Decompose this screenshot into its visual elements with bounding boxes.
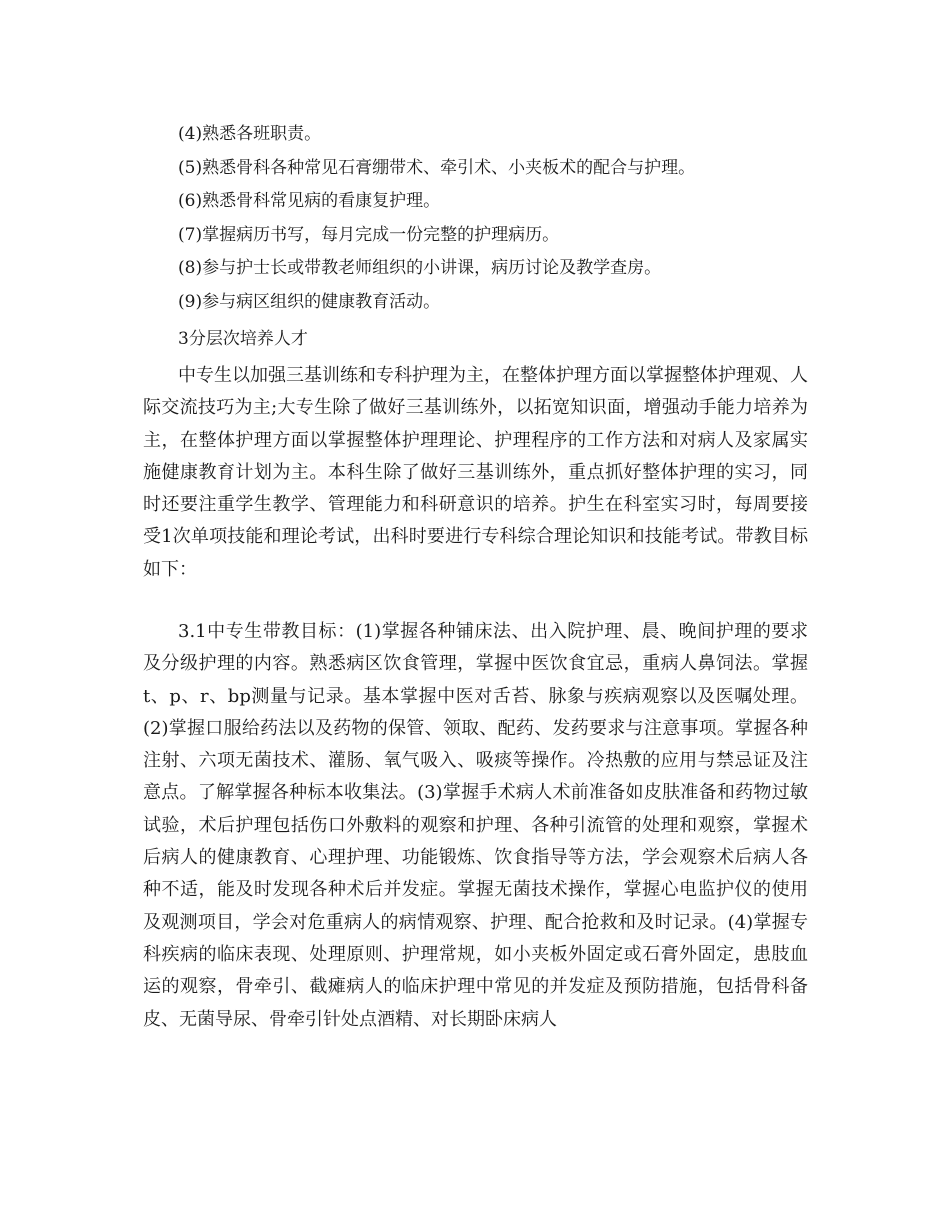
list-item: (9)参与病区组织的健康教育活动。	[178, 291, 441, 312]
section-heading: 3分层次培养人才	[178, 329, 308, 349]
body-paragraph: 3.1中专生带教目标：(1)掌握各种铺床法、出入院护理、晨、晚间护理的要求及分级护理的内容。熟悉病区饮食管理，掌握中医饮食宜忌，重病人鼻饲法。掌握t、p、r、bp测量与记录。基本掌握中医对舌苔、脉象与疾病观察以及医嘱处理。(2)掌握口服给药法以及药物的保管、领取、配药、发药要求与注意事项。掌握各种注射、六项无菌技术、灌肠、氧气吸入、吸痰等操作。冷热敷的应用与禁忌证及注意点。了解掌握各种标本收集法。(3)掌握手术病人术前准备如皮肤准备和药物过敏试验，术后护理包括伤口外敷料的观察和护理、各种引流管的处理和观察，掌握术后病人的健康教育、心理护理、功能锻炼、饮食指导等方法，学会观察术后病人各种不适，能及时发现各种术后并发症。掌握无菌技术操作，掌握心电监护仪的使用及观测项目，学会对危重病人的病情观察、护理、配合抢救和及时记录。(4)掌握专科疾病的临床表现、处理原则、护理常规，如小夹板外固定或石膏外固定，患肢血运的观察，骨牵引、截瘫病人的临床护理中常见的并发症及预防措施，包括骨科备皮、无菌导尿、骨牵引针处点酒精、对长期卧床病人	[143, 621, 808, 1030]
list-item: (8)参与护士长或带教老师组织的小讲课，病历讨论及教学查房。	[178, 258, 662, 279]
list-item: (6)熟悉骨科常见病的看康复护理。	[178, 191, 441, 212]
list-item: (4)熟悉各班职责。	[178, 124, 322, 144]
list-item: (7)掌握病历书写，每月完成一份完整的护理病历。	[178, 224, 560, 245]
body-paragraph: 中专生以加强三基训练和专科护理为主，在整体护理方面以掌握整体护理观、人际交流技巧为主;大专生除了做好三基训练外，以拓宽知识面，增强动手能力培养为主，在整体护理方面以掌握整体护理理论、护理程序的工作方法和对病人及家属实施健康教育计划为主。本科生除了做好三基训练外，重点抓好整体护理的实习，同时还要注重学生教学、管理能力和科研意识的培养。护生在科室实习时，每周要接受1次单项技能和理论考试，出科时要进行专科综合理论知识和技能考试。带教目标如下：	[143, 365, 808, 580]
duty-list	[178, 118, 818, 320]
list-item: (5)熟悉骨科各种常见石膏绷带术、牵引术、小夹板术的配合与护理。	[178, 157, 696, 178]
